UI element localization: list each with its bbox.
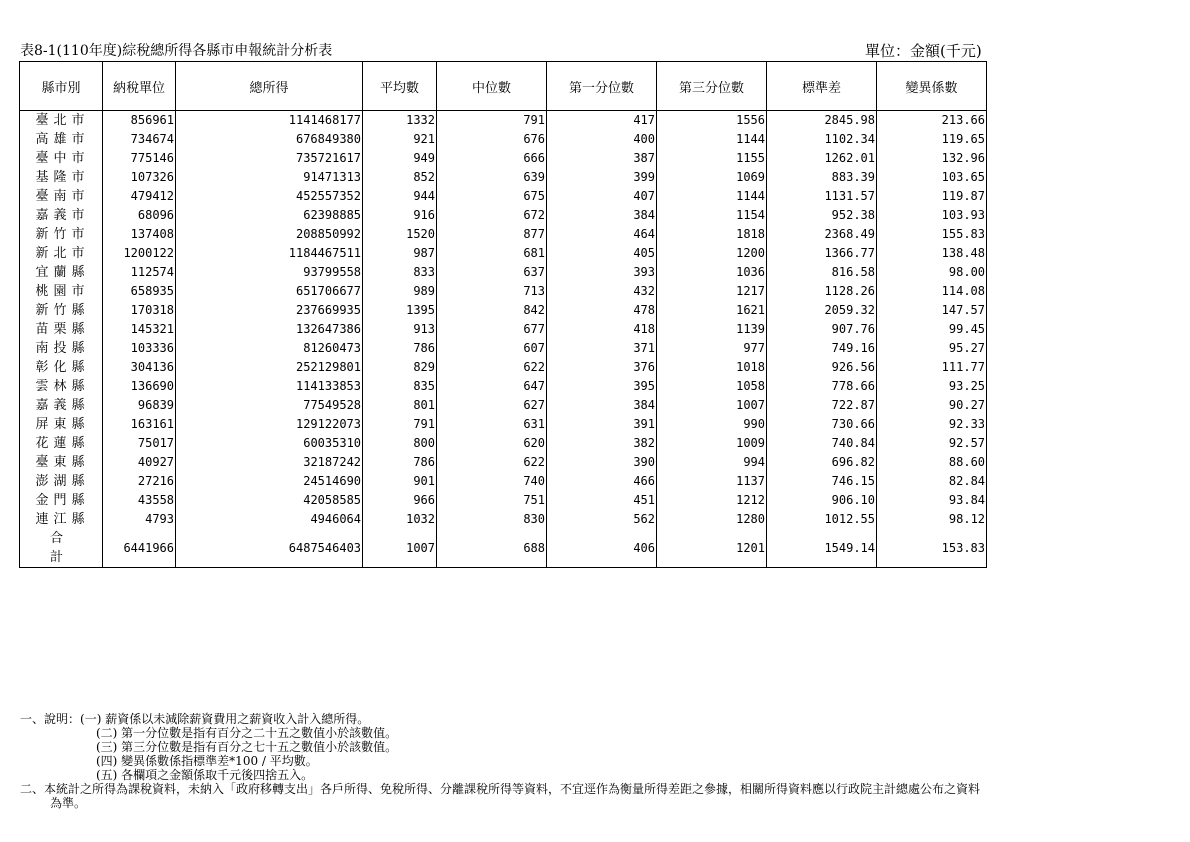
cell-county: 臺南市 [20, 187, 103, 206]
cell-county: 嘉義縣 [20, 396, 103, 415]
table-row [20, 187, 987, 206]
cell-q3: 977 [657, 339, 767, 358]
note-1-prefix: 一、說明： [20, 712, 81, 726]
cell-total-income: 6487546403 [176, 529, 363, 568]
cell-q1: 376 [547, 358, 657, 377]
cell-std-dev: 778.66 [767, 377, 877, 396]
cell-q3: 990 [657, 415, 767, 434]
cell-tax-units: 96839 [103, 396, 176, 415]
cell-mean: 835 [363, 377, 437, 396]
cell-std-dev: 1102.34 [767, 130, 877, 149]
cell-median: 830 [437, 510, 547, 529]
cell-county: 臺中市 [20, 149, 103, 168]
cell-mean: 1007 [363, 529, 437, 568]
cell-cv: 93.25 [877, 377, 987, 396]
table-row [20, 434, 987, 453]
cell-q3: 1139 [657, 320, 767, 339]
cell-mean: 913 [363, 320, 437, 339]
cell-cv: 98.12 [877, 510, 987, 529]
cell-mean: 800 [363, 434, 437, 453]
cell-median: 672 [437, 206, 547, 225]
cell-mean: 949 [363, 149, 437, 168]
header-total-income: 總所得 [176, 62, 363, 111]
cell-tax-units: 856961 [103, 111, 176, 131]
cell-median: 666 [437, 149, 547, 168]
cell-std-dev: 722.87 [767, 396, 877, 415]
cell-county: 金門縣 [20, 491, 103, 510]
cell-mean: 966 [363, 491, 437, 510]
header-q1: 第一分位數 [547, 62, 657, 111]
cell-mean: 1520 [363, 225, 437, 244]
cell-total-income: 252129801 [176, 358, 363, 377]
cell-tax-units: 163161 [103, 415, 176, 434]
cell-cv: 92.33 [877, 415, 987, 434]
cell-county: 新北市 [20, 244, 103, 263]
cell-std-dev: 1549.14 [767, 529, 877, 568]
cell-median: 740 [437, 472, 547, 491]
cell-county: 連江縣 [20, 510, 103, 529]
cell-mean: 852 [363, 168, 437, 187]
cell-county: 桃園市 [20, 282, 103, 301]
table-row [20, 415, 987, 434]
cell-q1: 562 [547, 510, 657, 529]
table-row [20, 453, 987, 472]
cell-cv: 95.27 [877, 339, 987, 358]
note-2-line-2: 為準。 [50, 796, 87, 810]
total-row [20, 529, 987, 568]
cell-q1: 384 [547, 206, 657, 225]
cell-total-income: 208850992 [176, 225, 363, 244]
cell-q3: 1137 [657, 472, 767, 491]
header-tax-units: 納稅單位 [103, 62, 176, 111]
table-row [20, 339, 987, 358]
cell-county: 宜蘭縣 [20, 263, 103, 282]
cell-total-income: 132647386 [176, 320, 363, 339]
cell-total-income: 4946064 [176, 510, 363, 529]
cell-tax-units: 137408 [103, 225, 176, 244]
cell-cv: 90.27 [877, 396, 987, 415]
header-county: 縣市別 [20, 62, 103, 111]
cell-std-dev: 907.76 [767, 320, 877, 339]
cell-std-dev: 1012.55 [767, 510, 877, 529]
cell-tax-units: 103336 [103, 339, 176, 358]
cell-q3: 1155 [657, 149, 767, 168]
table-row [20, 472, 987, 491]
cell-q1: 390 [547, 453, 657, 472]
cell-q3: 1009 [657, 434, 767, 453]
cell-total-income: 32187242 [176, 453, 363, 472]
cell-median: 713 [437, 282, 547, 301]
notes-section [20, 712, 980, 810]
cell-county: 合計 [20, 529, 103, 568]
cell-median: 688 [437, 529, 547, 568]
cell-cv: 99.45 [877, 320, 987, 339]
cell-median: 751 [437, 491, 547, 510]
cell-q1: 393 [547, 263, 657, 282]
cell-median: 637 [437, 263, 547, 282]
cell-total-income: 1141468177 [176, 111, 363, 131]
cell-mean: 1395 [363, 301, 437, 320]
cell-std-dev: 730.66 [767, 415, 877, 434]
cell-mean: 901 [363, 472, 437, 491]
cell-cv: 213.66 [877, 111, 987, 131]
cell-tax-units: 170318 [103, 301, 176, 320]
cell-q1: 407 [547, 187, 657, 206]
note-1-item-2: (二) 第一分位數是指有百分之二十五之數值小於該數值。 [96, 726, 398, 740]
cell-cv: 88.60 [877, 453, 987, 472]
cell-county: 嘉義市 [20, 206, 103, 225]
cell-q3: 1200 [657, 244, 767, 263]
cell-tax-units: 479412 [103, 187, 176, 206]
cell-std-dev: 883.39 [767, 168, 877, 187]
cell-median: 877 [437, 225, 547, 244]
cell-q1: 405 [547, 244, 657, 263]
table-row [20, 396, 987, 415]
cell-tax-units: 4793 [103, 510, 176, 529]
cell-q1: 432 [547, 282, 657, 301]
cell-median: 675 [437, 187, 547, 206]
cell-total-income: 60035310 [176, 434, 363, 453]
cell-std-dev: 2059.32 [767, 301, 877, 320]
cell-q1: 391 [547, 415, 657, 434]
cell-q1: 417 [547, 111, 657, 131]
cell-median: 639 [437, 168, 547, 187]
cell-total-income: 237669935 [176, 301, 363, 320]
cell-q1: 478 [547, 301, 657, 320]
cell-q3: 1818 [657, 225, 767, 244]
cell-total-income: 91471313 [176, 168, 363, 187]
cell-median: 676 [437, 130, 547, 149]
cell-county: 彰化縣 [20, 358, 103, 377]
cell-cv: 92.57 [877, 434, 987, 453]
cell-median: 607 [437, 339, 547, 358]
cell-county: 花蓮縣 [20, 434, 103, 453]
table-row [20, 358, 987, 377]
cell-q1: 466 [547, 472, 657, 491]
cell-q1: 400 [547, 130, 657, 149]
cell-cv: 155.83 [877, 225, 987, 244]
cell-total-income: 676849380 [176, 130, 363, 149]
cell-median: 631 [437, 415, 547, 434]
table-row [20, 130, 987, 149]
table-row [20, 263, 987, 282]
cell-median: 647 [437, 377, 547, 396]
cell-q1: 418 [547, 320, 657, 339]
cell-mean: 989 [363, 282, 437, 301]
cell-median: 620 [437, 434, 547, 453]
header-median: 中位數 [437, 62, 547, 111]
cell-q3: 1144 [657, 130, 767, 149]
cell-county: 苗栗縣 [20, 320, 103, 339]
table-row [20, 168, 987, 187]
cell-cv: 114.08 [877, 282, 987, 301]
cell-county: 新竹縣 [20, 301, 103, 320]
cell-median: 622 [437, 453, 547, 472]
cell-q3: 1036 [657, 263, 767, 282]
cell-std-dev: 1366.77 [767, 244, 877, 263]
cell-median: 677 [437, 320, 547, 339]
table-row [20, 282, 987, 301]
cell-q1: 399 [547, 168, 657, 187]
table-row [20, 206, 987, 225]
table-row [20, 225, 987, 244]
cell-total-income: 651706677 [176, 282, 363, 301]
table-row [20, 111, 987, 131]
cell-mean: 801 [363, 396, 437, 415]
cell-q3: 1201 [657, 529, 767, 568]
table-header-row [20, 62, 987, 111]
cell-total-income: 93799558 [176, 263, 363, 282]
table-row [20, 491, 987, 510]
cell-median: 622 [437, 358, 547, 377]
cell-q1: 371 [547, 339, 657, 358]
header-std-dev: 標準差 [767, 62, 877, 111]
cell-cv: 119.87 [877, 187, 987, 206]
cell-tax-units: 112574 [103, 263, 176, 282]
cell-total-income: 24514690 [176, 472, 363, 491]
cell-total-income: 114133853 [176, 377, 363, 396]
cell-cv: 98.00 [877, 263, 987, 282]
cell-std-dev: 746.15 [767, 472, 877, 491]
cell-mean: 1332 [363, 111, 437, 131]
cell-q3: 1007 [657, 396, 767, 415]
cell-cv: 103.93 [877, 206, 987, 225]
cell-cv: 119.65 [877, 130, 987, 149]
cell-std-dev: 740.84 [767, 434, 877, 453]
note-1-item-5: (五) 各欄項之金額係取千元後四捨五入。 [96, 768, 314, 782]
header-mean: 平均數 [363, 62, 437, 111]
cell-q1: 384 [547, 396, 657, 415]
cell-mean: 786 [363, 339, 437, 358]
cell-mean: 786 [363, 453, 437, 472]
cell-mean: 987 [363, 244, 437, 263]
cell-q1: 382 [547, 434, 657, 453]
cell-mean: 791 [363, 415, 437, 434]
cell-tax-units: 107326 [103, 168, 176, 187]
cell-q3: 1154 [657, 206, 767, 225]
cell-county: 澎湖縣 [20, 472, 103, 491]
cell-std-dev: 2368.49 [767, 225, 877, 244]
cell-q1: 464 [547, 225, 657, 244]
cell-tax-units: 145321 [103, 320, 176, 339]
cell-q3: 1018 [657, 358, 767, 377]
cell-total-income: 1184467511 [176, 244, 363, 263]
cell-cv: 132.96 [877, 149, 987, 168]
cell-county: 屏東縣 [20, 415, 103, 434]
cell-mean: 833 [363, 263, 437, 282]
cell-county: 臺東縣 [20, 453, 103, 472]
cell-tax-units: 40927 [103, 453, 176, 472]
cell-tax-units: 734674 [103, 130, 176, 149]
cell-total-income: 81260473 [176, 339, 363, 358]
cell-total-income: 452557352 [176, 187, 363, 206]
cell-tax-units: 6441966 [103, 529, 176, 568]
cell-tax-units: 43558 [103, 491, 176, 510]
cell-std-dev: 816.58 [767, 263, 877, 282]
table-row [20, 320, 987, 339]
cell-tax-units: 304136 [103, 358, 176, 377]
note-1-item-4: (四) 變異係數係指標準差*100 / 平均數。 [96, 754, 318, 768]
note-1 [20, 712, 980, 726]
cell-county: 新竹市 [20, 225, 103, 244]
cell-q3: 994 [657, 453, 767, 472]
page-title: 表8-1(110年度)綜稅總所得各縣市申報統計分析表 [20, 43, 333, 59]
cell-q1: 406 [547, 529, 657, 568]
cell-mean: 916 [363, 206, 437, 225]
table-row [20, 149, 987, 168]
cell-county: 基隆市 [20, 168, 103, 187]
cell-mean: 1032 [363, 510, 437, 529]
cell-mean: 829 [363, 358, 437, 377]
cell-tax-units: 27216 [103, 472, 176, 491]
cell-std-dev: 952.38 [767, 206, 877, 225]
note-1-item-3: (三) 第三分位數是指有百分之七十五之數值小於該數值。 [96, 740, 398, 754]
header-cv: 變異係數 [877, 62, 987, 111]
cell-county: 高雄市 [20, 130, 103, 149]
cell-std-dev: 749.16 [767, 339, 877, 358]
cell-cv: 147.57 [877, 301, 987, 320]
cell-q1: 387 [547, 149, 657, 168]
cell-cv: 153.83 [877, 529, 987, 568]
cell-mean: 921 [363, 130, 437, 149]
cell-county: 雲林縣 [20, 377, 103, 396]
note-1-item-1: (一) 薪資係以未減除薪資費用之薪資收入計入總所得。 [80, 712, 370, 726]
cell-tax-units: 75017 [103, 434, 176, 453]
table-row [20, 244, 987, 263]
cell-q3: 1069 [657, 168, 767, 187]
cell-total-income: 62398885 [176, 206, 363, 225]
cell-cv: 82.84 [877, 472, 987, 491]
cell-std-dev: 1131.57 [767, 187, 877, 206]
note-2-line-1: 二、本統計之所得為課稅資料，未納入「政府移轉支出」各戶所得、免稅所得、分離課稅所得等資料，不宜逕作為衡量所得差距之參據，相關所得資料應以行政院主計總處公布之資料 [20, 782, 981, 796]
cell-std-dev: 1128.26 [767, 282, 877, 301]
cell-q3: 1217 [657, 282, 767, 301]
cell-total-income: 735721617 [176, 149, 363, 168]
cell-median: 791 [437, 111, 547, 131]
cell-tax-units: 658935 [103, 282, 176, 301]
cell-county: 臺北市 [20, 111, 103, 131]
cell-total-income: 129122073 [176, 415, 363, 434]
cell-std-dev: 1262.01 [767, 149, 877, 168]
cell-q1: 395 [547, 377, 657, 396]
cell-tax-units: 775146 [103, 149, 176, 168]
cell-std-dev: 926.56 [767, 358, 877, 377]
cell-tax-units: 1200122 [103, 244, 176, 263]
cell-q3: 1144 [657, 187, 767, 206]
cell-mean: 944 [363, 187, 437, 206]
cell-std-dev: 2845.98 [767, 111, 877, 131]
table-row [20, 510, 987, 529]
table-row [20, 377, 987, 396]
unit-label: 單位：金額(千元) [865, 42, 982, 60]
cell-std-dev: 696.82 [767, 453, 877, 472]
statistics-table [19, 61, 987, 568]
cell-total-income: 77549528 [176, 396, 363, 415]
cell-tax-units: 68096 [103, 206, 176, 225]
cell-std-dev: 906.10 [767, 491, 877, 510]
cell-cv: 138.48 [877, 244, 987, 263]
cell-q3: 1212 [657, 491, 767, 510]
header-q3: 第三分位數 [657, 62, 767, 111]
table-row [20, 301, 987, 320]
cell-county: 南投縣 [20, 339, 103, 358]
cell-tax-units: 136690 [103, 377, 176, 396]
cell-cv: 93.84 [877, 491, 987, 510]
cell-q3: 1621 [657, 301, 767, 320]
cell-total-income: 42058585 [176, 491, 363, 510]
cell-median: 681 [437, 244, 547, 263]
cell-median: 627 [437, 396, 547, 415]
cell-q3: 1556 [657, 111, 767, 131]
cell-q1: 451 [547, 491, 657, 510]
cell-q3: 1280 [657, 510, 767, 529]
cell-median: 842 [437, 301, 547, 320]
cell-cv: 111.77 [877, 358, 987, 377]
cell-q3: 1058 [657, 377, 767, 396]
cell-cv: 103.65 [877, 168, 987, 187]
